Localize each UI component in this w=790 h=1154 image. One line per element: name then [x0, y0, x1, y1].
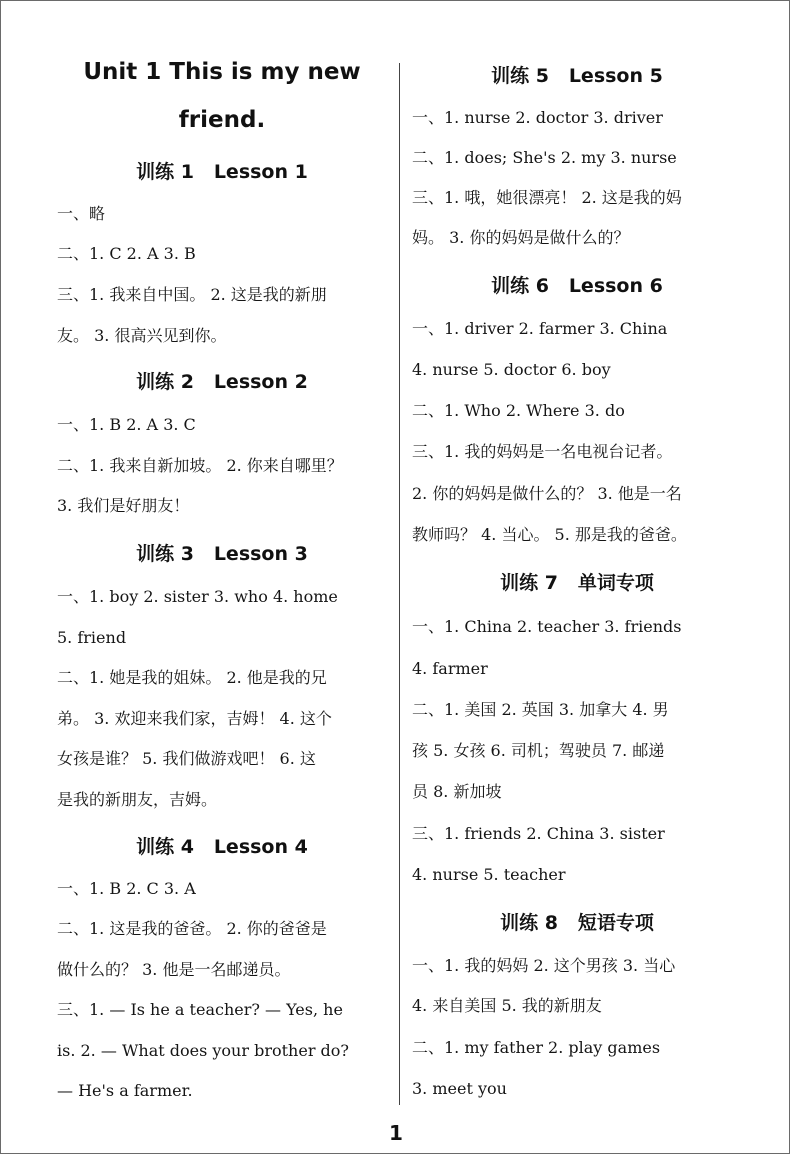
answer-line: 友。 3. 很高兴见到你。: [57, 326, 227, 345]
answer-line: 二、1. 她是我的姐妹。 2. 他是我的兄: [57, 668, 327, 687]
answer-line: 三、1. — Is he a teacher? — Yes, he: [57, 1000, 343, 1019]
answer-line: 员 8. 新加坡: [412, 782, 502, 801]
answer-line: 三、1. 哦，她很漂亮！ 2. 这是我的妈: [412, 188, 682, 207]
answer-line: 一、1. China 2. teacher 3. friends: [412, 617, 682, 636]
lesson-5-heading: 训练 5 Lesson 5: [491, 65, 663, 87]
answer-line: 是我的新朋友，吉姆。: [57, 790, 218, 809]
column-divider: [399, 63, 400, 1105]
answer-line: 5. friend: [57, 628, 127, 647]
answer-line: 教师吗？ 4. 当心。 5. 那是我的爸爸。: [412, 525, 687, 544]
lesson-7-heading: 训练 7 单词专项: [500, 572, 654, 594]
answer-line: 3. meet you: [412, 1079, 507, 1098]
answer-line: 一、1. 我的妈妈 2. 这个男孩 3. 当心: [412, 956, 676, 975]
answer-line: 二、1. 这是我的爸爸。 2. 你的爸爸是: [57, 919, 327, 938]
answer-line: 一、1. driver 2. farmer 3. China: [412, 319, 668, 338]
answer-line: is. 2. — What does your brother do?: [57, 1041, 350, 1060]
lesson-6-heading: 训练 6 Lesson 6: [491, 275, 663, 297]
answer-line: 一、1. B 2. A 3. C: [57, 415, 196, 434]
lesson-8-heading: 训练 8 短语专项: [500, 912, 654, 934]
answer-line: 4. nurse 5. doctor 6. boy: [412, 360, 611, 379]
answer-line: 二、1. Who 2. Where 3. do: [412, 401, 625, 420]
answer-line: 妈。 3. 你的妈妈是做什么的？: [412, 228, 630, 247]
answer-line: 4. 来自美国 5. 我的新朋友: [412, 996, 602, 1015]
answer-line: 一、1. boy 2. sister 3. who 4. home: [57, 587, 338, 606]
lesson-1-heading: 训练 1 Lesson 1: [136, 161, 308, 183]
answer-line: 4. nurse 5. teacher: [412, 865, 566, 884]
answer-line: 4. farmer: [412, 659, 488, 678]
answer-line: — He's a farmer.: [57, 1081, 193, 1100]
answer-line: 二、1. does; She's 2. my 3. nurse: [412, 148, 677, 167]
lesson-4-heading: 训练 4 Lesson 4: [136, 836, 308, 858]
answer-line: 三、1. 我的妈妈是一名电视台记者。: [412, 442, 673, 461]
answer-line: 三、1. 我来自中国。 2. 这是我的新朋: [57, 285, 327, 304]
answer-line: 一、1. nurse 2. doctor 3. driver: [412, 108, 663, 127]
page-number: 1: [389, 1121, 403, 1145]
answer-line: 二、1. C 2. A 3. B: [57, 244, 196, 263]
answer-line: 3. 我们是好朋友！: [57, 496, 190, 515]
answer-line: 二、1. 美国 2. 英国 3. 加拿大 4. 男: [412, 700, 669, 719]
answer-line: 一、1. B 2. C 3. A: [57, 879, 196, 898]
lesson-3-heading: 训练 3 Lesson 3: [136, 543, 308, 565]
answer-line: 二、1. 我来自新加坡。 2. 你来自哪里？: [57, 456, 343, 475]
answer-line: 三、1. friends 2. China 3. sister: [412, 824, 665, 843]
answer-line: 二、1. my father 2. play games: [412, 1038, 661, 1057]
answer-line: 一、略: [57, 204, 106, 223]
unit-title-line-1: Unit 1 This is my new: [83, 59, 361, 85]
answer-line: 女孩是谁？ 5. 我们做游戏吧！ 6. 这: [57, 749, 316, 768]
unit-title-line-2: friend.: [178, 107, 266, 133]
answer-line: 2. 你的妈妈是做什么的？ 3. 他是一名: [412, 484, 682, 503]
answer-line: 弟。 3. 欢迎来我们家，吉姆！ 4. 这个: [57, 709, 332, 728]
answer-line: 做什么的？ 3. 他是一名邮递员。: [57, 960, 291, 979]
lesson-2-heading: 训练 2 Lesson 2: [136, 371, 308, 393]
answer-line: 孩 5. 女孩 6. 司机；驾驶员 7. 邮递: [412, 741, 665, 760]
